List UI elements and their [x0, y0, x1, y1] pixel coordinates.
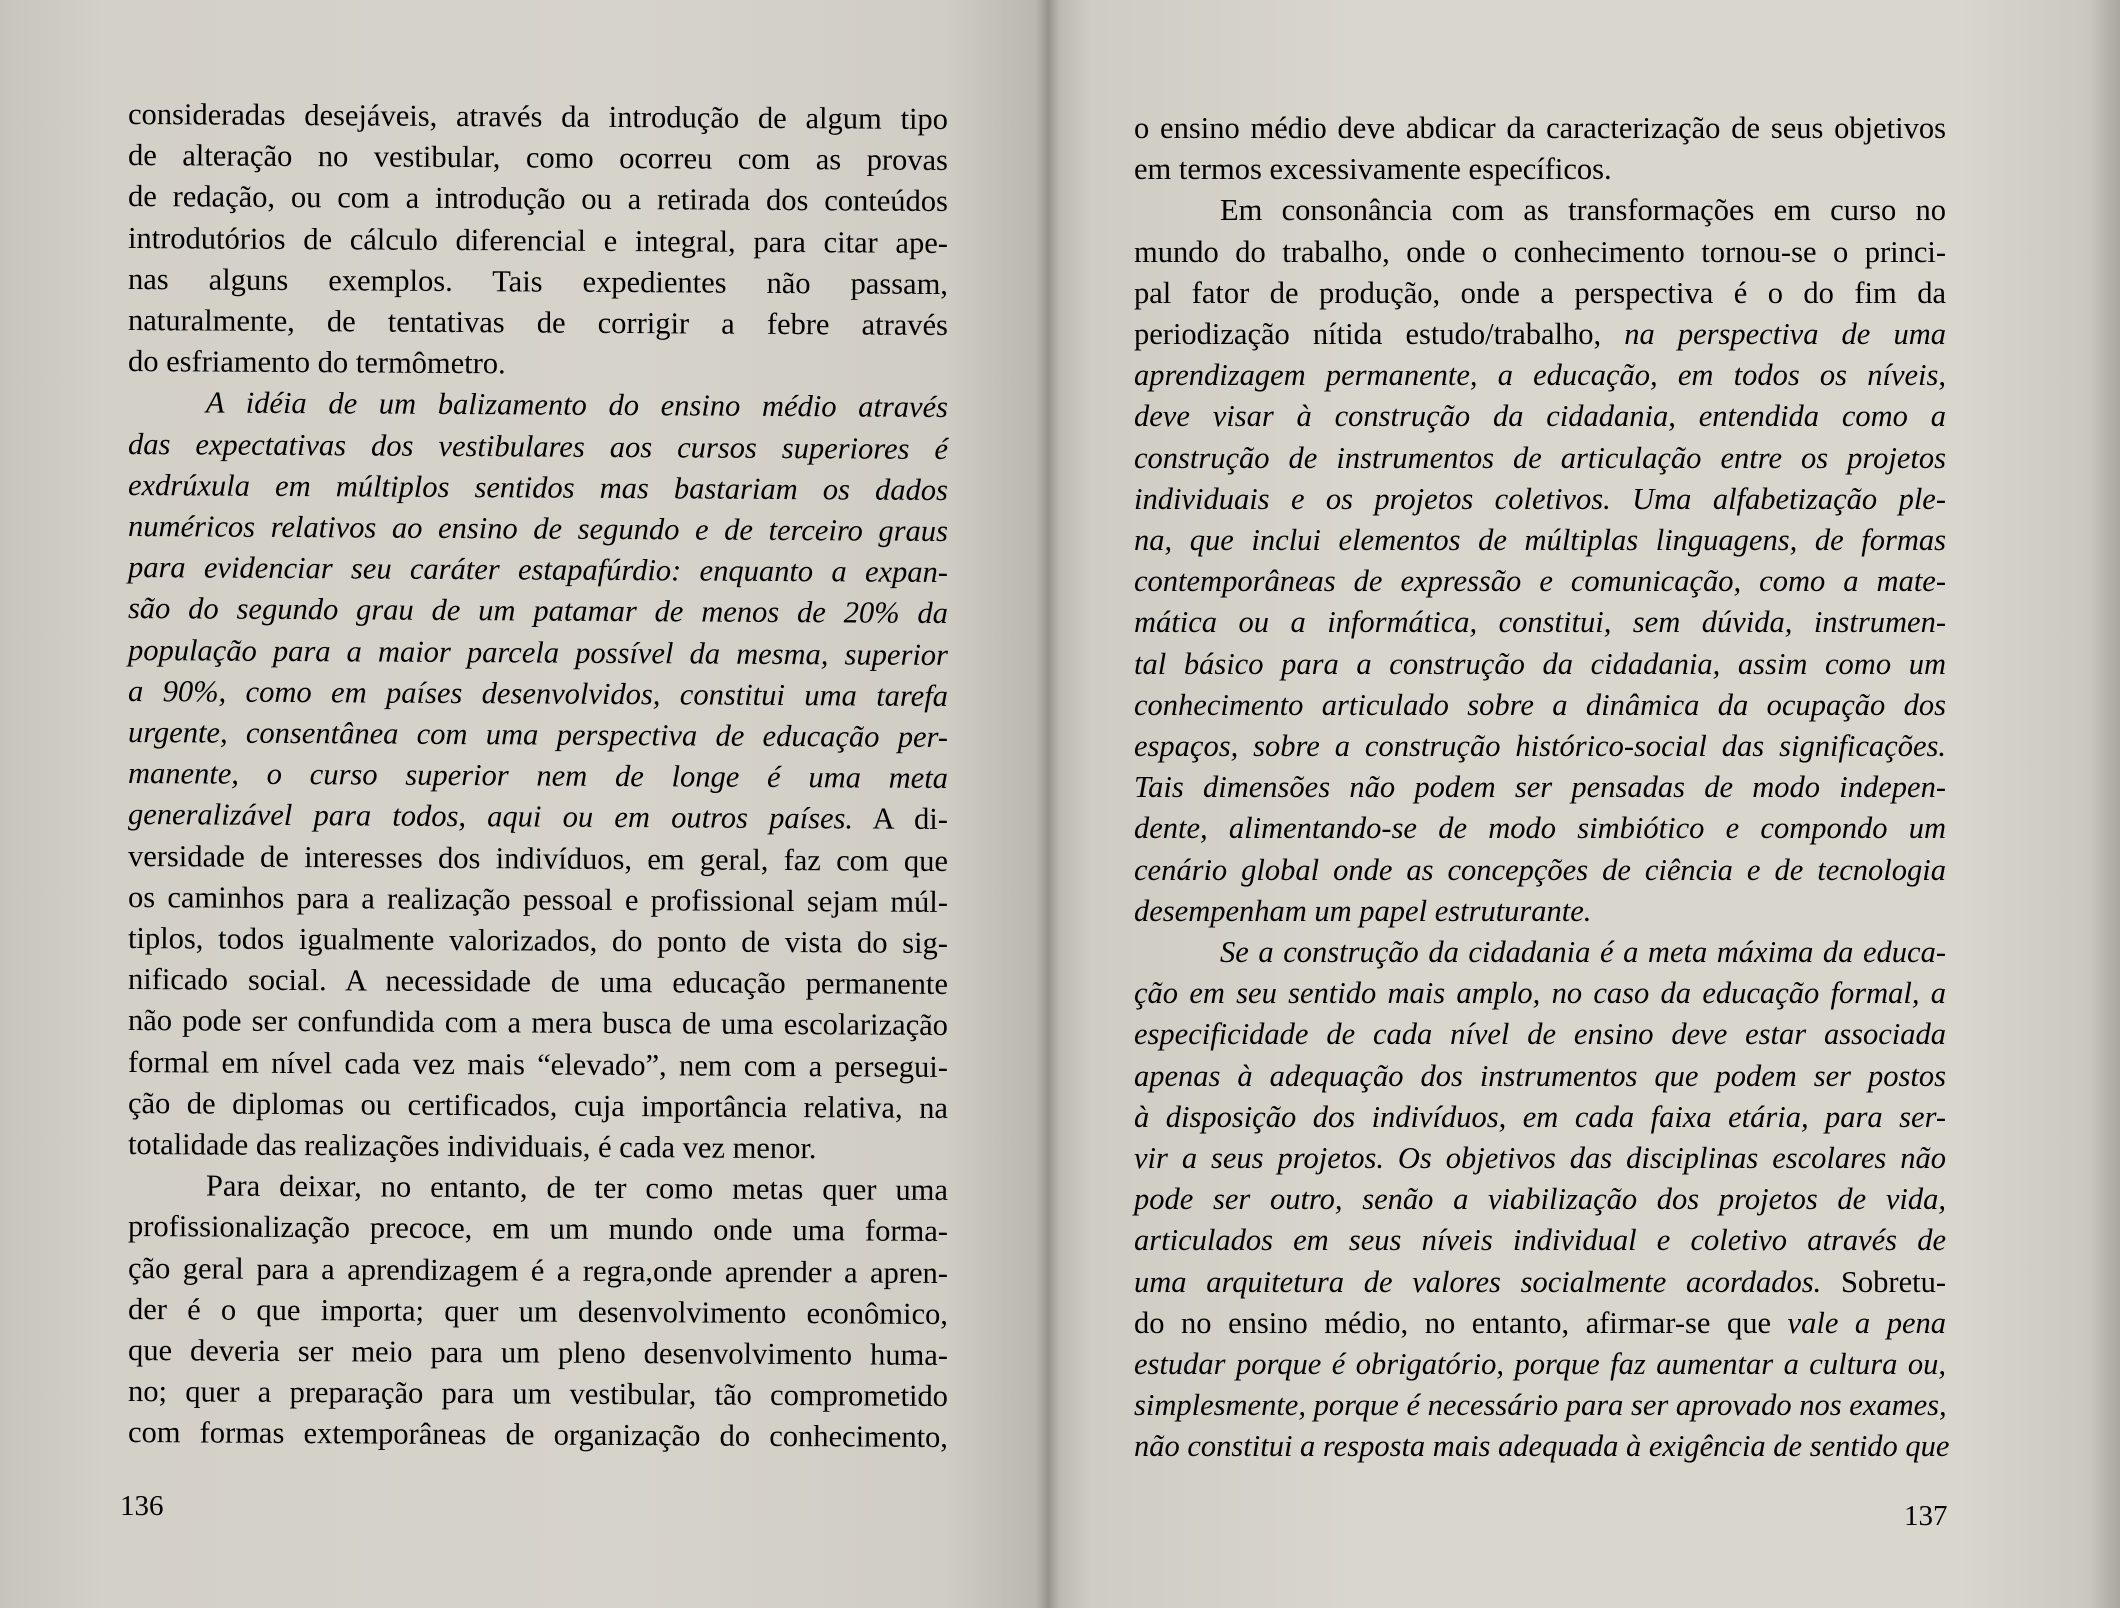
text-span: articulados em seus níveis individual e coletivo através de	[1134, 1223, 1946, 1258]
text-span: periodização nítida estudo/trabalho,	[1134, 317, 1602, 351]
text-span: formal em nível cada vez mais “elevado”, nem com a persegui-	[127, 1044, 949, 1084]
text-line	[128, 259, 948, 304]
text-span: são do segundo grau de um patamar de menos de 20% da	[127, 591, 949, 631]
text-span: Tais dimensões não podem ser pensadas de modo indepen-	[1134, 770, 1946, 805]
text-line	[1134, 808, 1946, 848]
text-span-tail: Sobretu-	[1821, 1264, 1946, 1299]
text-span: do no ensino médio, no entanto, afirmar-se que	[1134, 1305, 1771, 1340]
text-span: a 90%, como em países desenvolvidos, constitui uma tarefa	[127, 673, 949, 713]
text-line	[1134, 644, 1946, 684]
text-span: contemporâneas de expressão e comunicação, como a mate-	[1134, 564, 1946, 599]
text-line	[1134, 973, 1946, 1013]
text-line	[128, 341, 948, 386]
text-span: mundo do trabalho, onde o conhecimento tornou-se o princi-	[1134, 234, 1946, 269]
text-span: consideradas desejáveis, através da introdução de algum tipo	[127, 97, 949, 137]
text-span: de redação, ou com a introdução ou a retirada dos conteúdos	[127, 179, 949, 219]
text-span: uma arquitetura de valores socialmente acordados.	[1134, 1264, 1822, 1299]
text-line	[128, 959, 948, 1004]
text-line	[1134, 232, 1946, 272]
text-span: Se a construção da cidadania é a meta máxima da educa-	[1220, 935, 1946, 969]
text-line	[1134, 149, 1946, 189]
text-line	[128, 382, 948, 427]
text-span: na, que inclui elementos de múltiplas linguagens, de formas	[1134, 523, 1946, 557]
text-span: tal básico para a construção da cidadania, assim como um	[1134, 646, 1946, 681]
text-span: os caminhos para a realização pessoal e profissional sejam múl-	[127, 879, 949, 919]
text-span: ção de diplomas ou certificados, cuja importância relativa, na	[127, 1085, 949, 1125]
text-span: conhecimento articulado sobre a dinâmica da ocupação dos	[1134, 687, 1946, 722]
text-span: que deveria ser meio para um pleno desenvolvimento huma-	[127, 1333, 949, 1373]
text-span: ção em seu sentido mais amplo, no caso da educação formal, a	[1134, 976, 1946, 1011]
text-line	[128, 1124, 948, 1169]
text-span: simplesmente, porque é necessário para ser aprovado nos exames,	[1134, 1388, 1947, 1423]
text-line	[128, 1248, 948, 1293]
text-line	[1134, 190, 1946, 230]
text-span: apenas à adequação dos instrumentos que podem ser postos	[1134, 1058, 1946, 1093]
text-line	[1134, 1138, 1946, 1178]
text-span: aprendizagem permanente, a educação, em todos os níveis,	[1134, 358, 1946, 393]
text-span: dente, alimentando-se de modo simbiótico e compondo um	[1134, 811, 1946, 846]
text-span: à disposição dos indivíduos, em cada faixa etária, para ser-	[1134, 1099, 1946, 1134]
text-span: Para deixar, no entanto, de ter como metas quer uma	[205, 1168, 949, 1208]
text-span-tail: vale a pena	[1771, 1305, 1946, 1340]
text-span: profissionalização precoce, em um mundo onde uma forma-	[127, 1209, 949, 1249]
text-span: totalidade das realizações individuais, é cada vez menor.	[127, 1127, 817, 1166]
text-line	[128, 712, 948, 757]
text-line	[128, 465, 948, 510]
book-gutter	[1036, 0, 1060, 1608]
text-span: estudar porque é obrigatório, porque faz aumentar a cultura ou,	[1134, 1347, 1946, 1381]
text-line	[128, 794, 948, 839]
text-line	[128, 1042, 948, 1087]
text-span: Em consonância com as transformações em curso no	[1220, 193, 1946, 228]
text-span: mática ou a informática, constitui, sem dúvida, instrumen-	[1134, 605, 1946, 640]
text-line	[1134, 314, 1946, 354]
text-span: numéricos relativos ao ensino de segundo e de terceiro graus	[127, 509, 949, 549]
text-line	[1134, 685, 1946, 725]
text-span: para evidenciar seu caráter estapafúrdio: enquanto a expan-	[127, 550, 949, 590]
text-span: em termos excessivamente específicos.	[1134, 152, 1612, 187]
text-line	[1134, 1385, 1946, 1425]
text-line	[1134, 932, 1946, 972]
text-line	[1134, 1220, 1946, 1260]
text-line	[128, 1000, 948, 1045]
text-span: o ensino médio deve abdicar da caracterização de seus objetivos	[1134, 111, 1946, 145]
text-line	[128, 918, 948, 963]
text-span: não constitui a resposta mais adequada à exigência de sentido que	[1134, 1429, 1950, 1464]
text-line	[1134, 479, 1946, 519]
text-line	[1134, 726, 1946, 766]
text-line	[1134, 1097, 1946, 1137]
text-line	[1134, 561, 1946, 601]
text-line	[128, 1165, 948, 1210]
text-line	[1134, 396, 1946, 436]
text-line	[128, 300, 948, 345]
text-line	[1134, 1056, 1946, 1096]
text-line	[128, 753, 948, 798]
text-line	[1134, 767, 1946, 807]
text-span: der é o que importa; quer um desenvolvimento econômico,	[127, 1291, 949, 1331]
text-line	[128, 176, 948, 221]
text-line	[128, 547, 948, 592]
text-span: desempenham um papel estruturante.	[1134, 893, 1592, 928]
text-line	[128, 135, 948, 180]
text-line	[128, 424, 948, 469]
text-span: individuais e os projetos coletivos. Uma alfabetização ple-	[1134, 481, 1946, 516]
text-line	[1134, 438, 1946, 478]
text-line	[128, 218, 948, 263]
text-line	[128, 836, 948, 881]
text-span: urgente, consentânea com uma perspectiva de educação per-	[127, 715, 949, 755]
text-line	[1134, 520, 1946, 560]
text-line	[128, 1412, 948, 1457]
text-span: especificidade de cada nível de ensino deve estar associada	[1134, 1017, 1946, 1052]
text-line	[128, 1206, 948, 1251]
text-span: tiplos, todos igualmente valorizados, do ponto de vista do sig-	[127, 921, 949, 961]
text-span: espaços, sobre a construção histórico-social das significações.	[1134, 729, 1946, 763]
text-line	[128, 94, 948, 139]
text-span: manente, o curso superior nem de longe é uma meta	[127, 756, 949, 796]
text-line	[1134, 1179, 1946, 1219]
text-span: ção geral para a aprendizagem é a regra,onde aprender a apren-	[127, 1250, 949, 1290]
text-span: construção de instrumentos de articulação entre os projetos	[1134, 440, 1946, 475]
text-span: cenário global onde as concepções de ciência e de tecnologia	[1134, 852, 1946, 887]
left-page-number: 136	[120, 1490, 164, 1522]
text-span: deve visar à construção da cidadania, entendida como a	[1134, 399, 1946, 434]
text-span: generalizável para todos, aqui ou em outros países.	[127, 797, 854, 836]
text-line	[128, 506, 948, 551]
text-line	[128, 1330, 948, 1375]
text-line	[128, 1083, 948, 1128]
text-line	[1134, 891, 1946, 931]
text-line	[1134, 1262, 1946, 1302]
text-span-tail: na perspectiva de uma	[1601, 317, 1946, 351]
text-span: das expectativas dos vestibulares aos cursos superiores é	[127, 426, 949, 466]
right-page-number: 137	[1904, 1500, 1948, 1532]
text-span: pode ser outro, senão a viabilização dos projetos de vida,	[1134, 1182, 1946, 1217]
text-line	[1134, 1014, 1946, 1054]
text-span: nas alguns exemplos. Tais expedientes não passam,	[127, 261, 949, 301]
text-span: de alteração no vestibular, como ocorreu com as provas	[127, 138, 949, 178]
text-span: com formas extemporâneas de organização do conhecimento,	[127, 1415, 949, 1455]
text-line	[1134, 1303, 1946, 1343]
text-span: A idéia de um balizamento do ensino médio através	[205, 385, 949, 425]
text-span: versidade de interesses dos indivíduos, em geral, faz com que	[127, 838, 949, 878]
text-line	[1134, 273, 1946, 313]
text-line	[128, 671, 948, 716]
text-line	[1134, 1426, 1950, 1466]
text-span: naturalmente, de tentativas de corrigir a febre através	[127, 303, 949, 343]
text-line	[128, 630, 948, 675]
text-span: no; quer a preparação para um vestibular, tão comprometido	[127, 1374, 949, 1414]
text-span: introdutórios de cálculo diferencial e integral, para citar ape-	[127, 220, 949, 260]
text-span: pal fator de produção, onde a perspectiva é o do fim da	[1134, 275, 1946, 310]
text-span: exdrúxula em múltiplos sentidos mas bastariam os dados	[127, 467, 949, 507]
text-span: população para a maior parcela possível da mesma, superior	[127, 632, 949, 672]
text-span: nificado social. A necessidade de uma educação permanente	[127, 962, 949, 1002]
text-span: não pode ser confundida com a mera busca de uma escolarização	[127, 1003, 949, 1043]
text-span-tail: A di-	[852, 801, 949, 837]
text-line	[128, 877, 948, 922]
text-span: do esfriamento do termômetro.	[127, 344, 506, 381]
text-line	[1134, 108, 1946, 148]
text-line	[128, 588, 948, 633]
text-line	[128, 1289, 948, 1334]
text-line	[1134, 602, 1946, 642]
text-span: vir a seus projetos. Os objetivos das disciplinas escolares não	[1134, 1141, 1946, 1175]
text-line	[1134, 850, 1946, 890]
text-line	[128, 1371, 948, 1416]
text-line	[1134, 355, 1946, 395]
text-line	[1134, 1344, 1946, 1384]
